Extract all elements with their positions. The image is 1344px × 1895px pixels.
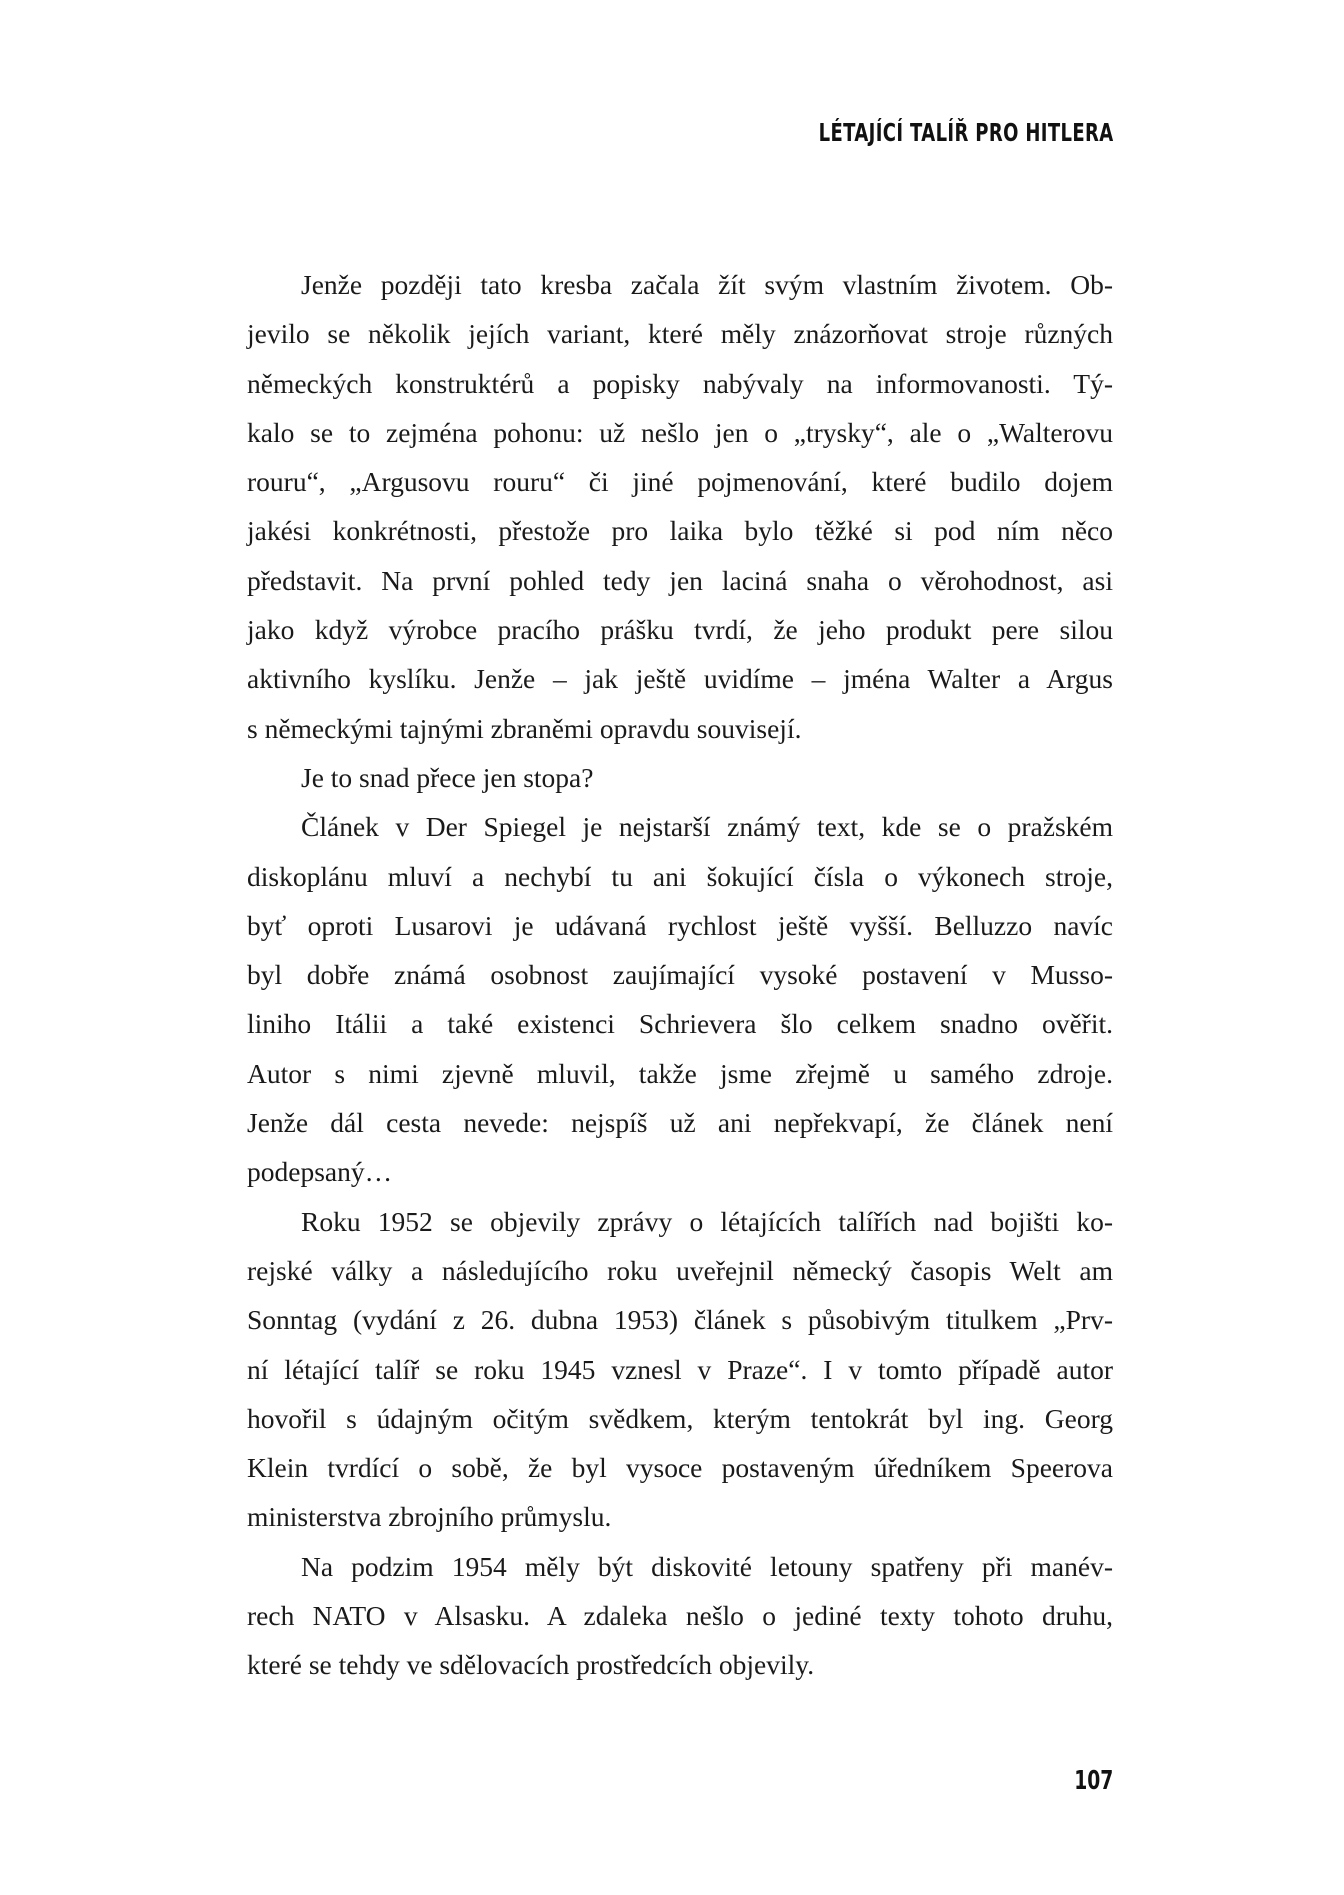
body-text xyxy=(247,260,1113,1690)
text-line: diskoplánu mluví a nechybí tu ani šokující čísla o výkonech stroje, xyxy=(247,860,1113,892)
text-line: Na podzim 1954 měly být diskovité letouny spatřeny při manév- xyxy=(301,1550,1113,1582)
text-line: Jenže později tato kresba začala žít svým vlastním životem. Ob- xyxy=(301,269,1113,300)
running-head: LÉTAJÍCÍ TALÍŘ PRO HITLERA xyxy=(818,118,1113,147)
text-line: s německými tajnými zbraněmi opravdu souvisejí. xyxy=(247,712,802,744)
text-line: Sonntag (vydání z 26. dubna 1953) článek s působivým titulkem „Prv- xyxy=(247,1304,1113,1336)
text-line: aktivního kyslíku. Jenže – jak ještě uvidíme – jména Walter a Argus xyxy=(247,663,1113,695)
text-line: ministerstva zbrojního průmyslu. xyxy=(247,1501,612,1533)
text-line: Klein tvrdící o sobě, že byl vysoce postaveným úředníkem Speerova xyxy=(247,1452,1113,1484)
text-line: liniho Itálii a také existenci Schrievera šlo celkem snadno ověřit. xyxy=(247,1008,1113,1040)
text-line: Autor s nimi zjevně mluvil, takže jsme zřejmě u samého zdroje. xyxy=(247,1057,1113,1089)
text-line: představit. Na první pohled tedy jen laciná snaha o věrohodnost, asi xyxy=(247,564,1113,596)
text-line: Jenže dál cesta nevede: nejspíš už ani nepřekvapí, že článek není xyxy=(247,1107,1113,1139)
text-line: byť oproti Lusarovi je udávaná rychlost ještě vyšší. Belluzzo navíc xyxy=(247,909,1113,941)
paragraph xyxy=(247,1542,1113,1690)
text-line: Roku 1952 se objevily zprávy o létajících talířích nad bojišti ko- xyxy=(301,1205,1113,1237)
text-line: jako když výrobce pracího prášku tvrdí, že jeho produkt pere silou xyxy=(247,614,1113,646)
paragraph xyxy=(247,753,1113,802)
paragraph xyxy=(247,1197,1113,1542)
text-line: Je to snad přece jen stopa? xyxy=(301,761,594,793)
text-line: jevilo se několik jejích variant, které měly znázorňovat stroje různých xyxy=(247,318,1113,350)
text-line: rejské války a následujícího roku uveřejnil německý časopis Welt am xyxy=(247,1254,1113,1286)
text-line: jakési konkrétnosti, přestože pro laika bylo těžké si pod ním něco xyxy=(247,515,1113,547)
text-line: které se tehdy ve sdělovacích prostředcích objevily. xyxy=(247,1649,815,1681)
text-line: Článek v Der Spiegel je nejstarší známý text, kde se o pražském xyxy=(301,811,1113,843)
page-number: 107 xyxy=(1073,1766,1113,1796)
paragraph xyxy=(247,260,1113,753)
text-line: rouru“, „Argusovu rouru“ či jiné pojmenování, které budilo dojem xyxy=(247,466,1113,498)
text-line: byl dobře známá osobnost zaujímající vysoké postavení v Musso- xyxy=(247,959,1113,991)
text-line: hovořil s údajným očitým svědkem, kterým tentokrát byl ing. Georg xyxy=(247,1402,1113,1434)
text-line: ní létající talíř se roku 1945 vznesl v Praze“. I v tomto případě autor xyxy=(247,1353,1113,1385)
paragraph xyxy=(247,802,1113,1196)
text-line: rech NATO v Alsasku. A zdaleka nešlo o jediné texty tohoto druhu, xyxy=(247,1600,1113,1632)
text-line: kalo se to zejména pohonu: už nešlo jen o „trysky“, ale o „Walterovu xyxy=(247,416,1113,448)
text-line: podepsaný… xyxy=(247,1156,393,1188)
text-line: německých konstruktérů a popisky nabývaly na informovanosti. Tý- xyxy=(247,367,1113,399)
